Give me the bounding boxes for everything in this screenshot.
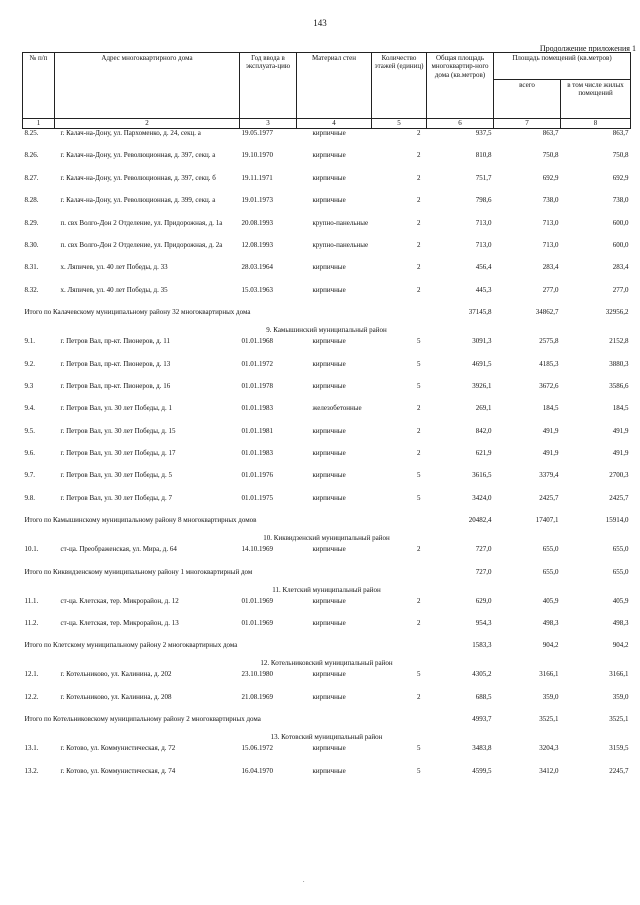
commissioning-date: 01.01.1978 [241,381,273,390]
commissioning-date: 21.08.1969 [241,692,273,701]
row-number: 8.30. [24,240,39,249]
floor-count: 2 [417,151,421,160]
building-address: г. Котово, ул. Коммунистическая, д. 72 [60,744,176,753]
wall-material: кирпичные [312,596,346,605]
premises-area: 3672,6 [539,381,559,390]
wall-material: кирпичные [312,692,346,701]
district-total-premises: 17407,1 [535,516,559,525]
row-number: 9.2. [24,359,35,368]
floor-count: 5 [417,493,421,502]
premises-area: 277,0 [542,285,559,294]
premises-area: 405,9 [542,596,559,605]
total-area: 842,0 [475,426,492,435]
district-total-premises: 904,2 [542,641,559,650]
premises-area: 3379,4 [539,471,559,480]
commissioning-date: 01.01.1976 [241,471,273,480]
commissioning-date: 01.01.1981 [241,426,273,435]
row-number: 13.1. [24,744,39,753]
wall-material: кирпичные [312,766,346,775]
total-area: 954,3 [475,619,492,628]
building-address: ст-ца. Клетская, тер. Микрорайон, д. 13 [60,619,179,628]
premises-area: 359,0 [542,692,559,701]
premises-area: 655,0 [542,545,559,554]
district-total-row [23,308,631,326]
floor-count: 2 [417,596,421,605]
premises-area: 3166,1 [539,670,559,679]
floor-count: 2 [417,692,421,701]
district-total-residential: 3525,1 [609,715,629,724]
commissioning-date: 01.01.1975 [241,493,273,502]
row-number: 9.8. [24,493,35,502]
header-number: № п/п [23,53,55,119]
row-number: 8.32. [24,285,39,294]
floor-count: 5 [417,337,421,346]
premises-area: 491,9 [542,426,559,435]
row-number: 12.2. [24,692,39,701]
district-total-residential: 15914,0 [605,516,629,525]
column-number-row [23,119,631,129]
floor-count: 2 [417,129,421,137]
residential-area: 3159,5 [609,744,629,753]
floor-count: 2 [417,285,421,294]
building-address: г. Калач-на-Дону, ул. Революционная, д. 397, секц. а [60,151,216,160]
district-total-area: 4993,7 [472,715,492,724]
premises-area: 283,4 [542,263,559,272]
header-wall-material: Материал стен [297,53,372,119]
table-row [23,219,631,241]
table-row [23,263,631,285]
wall-material: кирпичные [312,744,346,753]
residential-area: 655,0 [612,545,629,554]
row-number: 9.6. [24,449,35,458]
district-total-label: Итого по Котельниковскому муниципальному району 2 многоквартирных дома [24,715,261,724]
table-row [23,449,631,471]
district-total-row [23,641,631,659]
building-address: г. Петров Вал, ул. 30 лет Победы, д. 7 [60,493,172,502]
total-area: 629,0 [475,596,492,605]
commissioning-date: 19.10.1970 [241,151,273,160]
row-number: 11.2. [24,619,39,628]
premises-area: 713,0 [542,240,559,249]
table-row [23,337,631,359]
residential-area: 863,7 [612,129,629,137]
district-total-premises: 655,0 [542,567,559,576]
wall-material: кирпичные [312,471,346,480]
district-total-label: Итого по Камышинскому муниципальному району 8 многоквартирных домов [24,516,257,525]
residential-area: 491,9 [612,426,629,435]
total-area: 621,9 [475,449,492,458]
building-address: х. Ляпичев, ул. 40 лет Победы, д. 33 [60,263,168,272]
premises-area: 2425,7 [539,493,559,502]
residential-area: 184,5 [612,404,629,413]
district-total-residential: 904,2 [612,641,629,650]
row-number: 8.27. [24,173,39,182]
total-area: 3091,3 [472,337,492,346]
floor-count: 2 [417,426,421,435]
column-number: 1 [23,119,55,129]
commissioning-date: 01.01.1983 [241,404,273,413]
total-area: 269,1 [475,404,492,413]
premises-area: 863,7 [542,129,559,137]
table-row [23,744,631,766]
header-premises-area: Площадь помещений (кв.метров) [494,53,631,80]
district-heading-row [23,733,631,744]
commissioning-date: 19.11.1971 [241,173,273,182]
district-total-premises: 34862,7 [535,308,559,317]
column-number: 6 [427,119,494,129]
commissioning-date: 01.01.1969 [241,596,273,605]
district-heading: 10. Киквидзенский муниципальный район [263,534,390,543]
table-header [23,53,631,129]
floor-count: 5 [417,766,421,775]
table-row [23,382,631,404]
residential-area: 498,3 [612,619,629,628]
district-heading: 12. Котельниковский муниципальный район [260,659,393,668]
table-row [23,174,631,196]
district-heading-row [23,534,631,545]
row-number: 13.2. [24,766,39,775]
building-address: г. Петров Вал, пр-кт. Пионеров, д. 13 [60,359,171,368]
commissioning-date: 01.01.1972 [241,359,273,368]
wall-material: крупно-панельные [312,218,369,227]
commissioning-date: 12.08.1993 [241,240,273,249]
total-area: 727,0 [475,545,492,554]
residential-area: 2152,8 [609,337,629,346]
commissioning-date: 15.03.1963 [241,285,273,294]
total-area: 4599,5 [472,766,492,775]
wall-material: кирпичные [312,196,346,205]
residential-area: 2425,7 [609,493,629,502]
commissioning-date: 01.01.1969 [241,619,273,628]
district-heading-row [23,326,631,337]
table-row [23,545,631,567]
district-total-row [23,715,631,733]
row-number: 8.29. [24,218,39,227]
commissioning-date: 15.06.1972 [241,744,273,753]
wall-material: кирпичные [312,285,346,294]
building-address: г. Котельниково, ул. Калинина, д. 208 [60,692,172,701]
table-body [23,129,631,789]
premises-area: 2575,8 [539,337,559,346]
building-address: г. Калач-на-Дону, ул. Революционная, д. 399, секц. а [60,196,216,205]
district-total-row [23,516,631,534]
row-number: 8.31. [24,263,39,272]
table-row [23,494,631,516]
building-address: п. свх Волго-Дон 2 Отделение, ул. Придорожная, д. 2а [60,240,223,249]
row-number: 8.28. [24,196,39,205]
residential-area: 277,0 [612,285,629,294]
district-total-residential: 655,0 [612,567,629,576]
table-row [23,196,631,218]
commissioning-date: 16.04.1970 [241,766,273,775]
total-area: 445,3 [475,285,492,294]
residential-area: 692,9 [612,173,629,182]
building-address: г. Петров Вал, ул. 30 лет Победы, д. 15 [60,426,176,435]
row-number: 9.4. [24,404,35,413]
commissioning-date: 01.01.1968 [241,337,273,346]
residential-area: 359,0 [612,692,629,701]
district-total-area: 1583,3 [472,641,492,650]
building-address: г. Котельниково, ул. Калинина, д. 202 [60,670,172,679]
premises-area: 692,9 [542,173,559,182]
residential-area: 750,8 [612,151,629,160]
wall-material: кирпичные [312,129,346,137]
building-address: г. Петров Вал, ул. 30 лет Победы, д. 5 [60,471,172,480]
building-address: г. Калач-на-Дону, ул. Пархоменко, д. 24, секц. а [60,129,201,137]
district-heading: 9. Камышинский муниципальный район [266,326,387,335]
total-area: 713,0 [475,240,492,249]
wall-material: кирпичные [312,337,346,346]
wall-material: кирпичные [312,359,346,368]
residential-area: 3166,1 [609,670,629,679]
continuation-label: Продолжение приложения 1 [539,44,636,53]
header-address: Адрес многоквартирного дома [55,53,240,119]
total-area: 798,6 [475,196,492,205]
floor-count: 5 [417,359,421,368]
commissioning-date: 14.10.1969 [241,545,273,554]
total-area: 751,7 [475,173,492,182]
column-number: 7 [494,119,561,129]
floor-count: 5 [417,381,421,390]
premises-area: 750,8 [542,151,559,160]
premises-area: 4185,3 [539,359,559,368]
building-address: ст-ца. Клетская, тер. Микрорайон, д. 12 [60,596,179,605]
total-area: 3926,1 [472,381,492,390]
column-number: 2 [55,119,240,129]
total-area: 810,8 [475,151,492,160]
commissioning-date: 19.05.1977 [241,129,273,137]
total-area: 713,0 [475,218,492,227]
building-address: г. Петров Вал, ул. 30 лет Победы, д. 17 [60,449,176,458]
building-address: х. Ляпичев, ул. 40 лет Победы, д. 35 [60,285,168,294]
row-number: 9.1. [24,337,35,346]
wall-material: крупно-панельные [312,240,369,249]
table-row [23,693,631,715]
district-heading: 11. Клетский муниципальный район [272,585,381,594]
total-area: 688,5 [475,692,492,701]
row-number: 12.1. [24,670,39,679]
header-year: Год ввода в эксплуата-цию [240,53,297,119]
district-heading-row [23,659,631,670]
residential-area: 3586,6 [609,381,629,390]
table-row [23,767,631,789]
row-number: 10.1. [24,545,39,554]
district-total-premises: 3525,1 [539,715,559,724]
header-premises-total: всего [494,80,561,119]
wall-material: кирпичные [312,151,346,160]
commissioning-date: 19.01.1973 [241,196,273,205]
wall-material: кирпичные [312,449,346,458]
wall-material: кирпичные [312,619,346,628]
table-row [23,427,631,449]
total-area: 4691,5 [472,359,492,368]
header-premises-residential: в том числе жилых помещений [561,80,631,119]
page-number: 143 [313,18,327,28]
wall-material: кирпичные [312,426,346,435]
building-address: п. свх Волго-Дон 2 Отделение, ул. Придорожная, д. 1а [60,218,223,227]
district-total-label: Итого по Калачевскому муниципальному району 32 многоквартирных дома [24,308,251,317]
table-row [23,404,631,426]
premises-area: 738,0 [542,196,559,205]
table-row [23,471,631,493]
wall-material: кирпичные [312,493,346,502]
table-row [23,597,631,619]
row-number: 9.3 [24,381,34,390]
table-row [23,286,631,308]
column-number: 8 [561,119,631,129]
floor-count: 2 [417,404,421,413]
row-number: 11.1. [24,596,39,605]
total-area: 937,5 [475,129,492,137]
wall-material: кирпичные [312,173,346,182]
commissioning-date: 01.01.1983 [241,449,273,458]
footer-mark: . [303,878,305,884]
floor-count: 2 [417,449,421,458]
building-address: ст-ца. Преображенская, ул. Мира, д. 64 [60,545,177,554]
premises-area: 498,3 [542,619,559,628]
residential-area: 2245,7 [609,766,629,775]
floor-count: 2 [417,545,421,554]
wall-material: кирпичные [312,670,346,679]
floor-count: 2 [417,196,421,205]
building-address: г. Калач-на-Дону, ул. Революционная, д. 397, секц. б [60,173,216,182]
floor-count: 5 [417,744,421,753]
table-row [23,670,631,692]
total-area: 456,4 [475,263,492,272]
total-area: 3483,8 [472,744,492,753]
table-row [23,619,631,641]
residential-area: 738,0 [612,196,629,205]
wall-material: железобетонные [312,404,362,413]
district-total-label: Итого по Киквидзенскому муниципальному району 1 многоквартирный дом [24,567,253,576]
residential-area: 600,0 [612,240,629,249]
total-area: 3616,5 [472,471,492,480]
floor-count: 5 [417,471,421,480]
total-area: 3424,0 [472,493,492,502]
commissioning-date: 28.03.1964 [241,263,273,272]
floor-count: 2 [417,173,421,182]
premises-area: 713,0 [542,218,559,227]
commissioning-date: 20.08.1993 [241,218,273,227]
header-total-area: Общая площадь многоквартир-ного дома (кв.метров) [427,53,494,119]
district-total-area: 37145,8 [468,308,492,317]
district-heading: 13. Котовский муниципальный район [270,733,383,742]
residential-area: 3880,3 [609,359,629,368]
residential-area: 283,4 [612,263,629,272]
residential-area: 405,9 [612,596,629,605]
residential-area: 600,0 [612,218,629,227]
apartment-buildings-table [22,52,631,789]
floor-count: 5 [417,670,421,679]
district-total-residential: 32956,2 [605,308,629,317]
district-total-area: 20482,4 [468,516,492,525]
district-total-area: 727,0 [475,567,492,576]
building-address: г. Петров Вал, ул. 30 лет Победы, д. 1 [60,404,172,413]
table-row [23,360,631,382]
total-area: 4305,2 [472,670,492,679]
district-total-row [23,568,631,586]
premises-area: 184,5 [542,404,559,413]
district-total-label: Итого по Клетскому муниципальному району 2 многоквартирных дома [24,641,238,650]
premises-area: 3412,0 [539,766,559,775]
building-address: г. Петров Вал, пр-кт. Пионеров, д. 11 [60,337,170,346]
table-row [23,241,631,263]
floor-count: 2 [417,240,421,249]
premises-area: 491,9 [542,449,559,458]
building-address: г. Котово, ул. Коммунистическая, д. 74 [60,766,176,775]
row-number: 9.5. [24,426,35,435]
district-heading-row [23,586,631,597]
building-address: г. Петров Вал, пр-кт. Пионеров, д. 16 [60,381,171,390]
row-number: 8.26. [24,151,39,160]
floor-count: 2 [417,619,421,628]
premises-area: 3204,3 [539,744,559,753]
residential-area: 491,9 [612,449,629,458]
row-number: 9.7. [24,471,35,480]
table-row [23,129,631,152]
floor-count: 2 [417,263,421,272]
header-floors: Количество этажей (единиц) [372,53,427,119]
commissioning-date: 23.10.1980 [241,670,273,679]
wall-material: кирпичные [312,263,346,272]
column-number: 3 [240,119,297,129]
wall-material: кирпичные [312,545,346,554]
column-number: 4 [297,119,372,129]
residential-area: 2700,3 [609,471,629,480]
wall-material: кирпичные [312,381,346,390]
row-number: 8.25. [24,129,39,137]
table-row [23,151,631,173]
floor-count: 2 [417,218,421,227]
column-number: 5 [372,119,427,129]
